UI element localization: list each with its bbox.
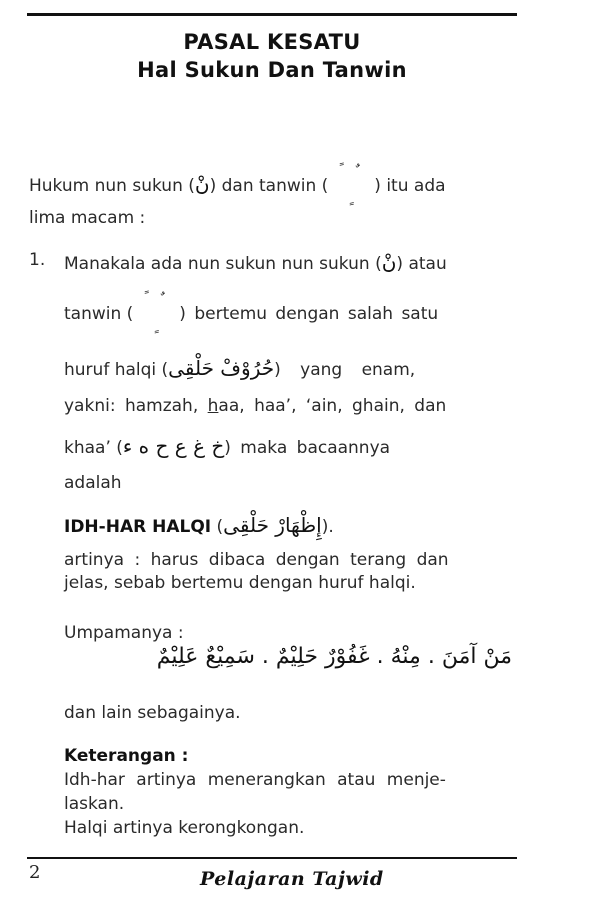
intro-text-c: ) itu ada xyxy=(374,176,446,196)
bottom-rule xyxy=(27,857,517,859)
example-label: Umpamanya : xyxy=(64,623,184,643)
halqi-letters: خ غ ع ح ه ء xyxy=(122,434,225,458)
notes-line-2: laskan. xyxy=(64,794,125,814)
item1-line-3: huruf halqi (حُرُوْفْ حَلْقِى) yang enam, xyxy=(64,356,416,380)
list-number: 1. xyxy=(29,250,46,270)
notes-line-3: Halqi artinya kerongkongan. xyxy=(64,818,305,838)
huruf-halqi-arabic: حُرُوْفْ حَلْقِى xyxy=(168,356,275,380)
notes-line-1: Idh-har artinya menerangkan atau menje- xyxy=(64,770,446,790)
idhar-arabic: إِظْهَارْ حَلْقِى xyxy=(223,513,322,537)
example-after: dan lain sebagainya. xyxy=(64,703,241,723)
notes-heading: Keterangan : xyxy=(64,746,189,766)
item1-line-2: tanwin ( ) bertemu dengan salah satu xyxy=(64,304,439,324)
example-arabic: مَنْ آمَنَ . مِنْهُ . غَفُوْرٌ حَلِيْمٌ . سَمِيْعٌ عَلِيْمٌ xyxy=(156,644,512,669)
intro-line-1 xyxy=(29,172,513,196)
item1-line-4: yakni: hamzah, haa, haa’, ‘ain, ghain, dan xyxy=(64,396,447,416)
book-title: Pelajaran Tajwid xyxy=(200,868,384,890)
tanwin-marks xyxy=(133,304,179,324)
page-number: 2 xyxy=(29,862,41,883)
item1-line-1: Manakala ada nun sukun nun sukun (نْ) atau xyxy=(64,250,447,274)
item1-line-5: khaa’ (خ غ ع ح ه ء) maka bacaannya xyxy=(64,434,391,458)
idhar-meaning-1: artinya : harus dibaca dengan terang dan xyxy=(64,550,449,570)
intro-text-a: Hukum nun sukun ( xyxy=(29,176,195,196)
intro-line-2: lima macam : xyxy=(29,208,146,228)
nun-sukun-glyph: نْ xyxy=(381,250,397,274)
idhar-meaning-2: jelas, sebab bertemu dengan huruf halqi. xyxy=(64,573,416,593)
top-rule xyxy=(27,13,517,16)
nun-sukun-glyph: نْ xyxy=(194,172,210,196)
tanwin-marks xyxy=(328,176,374,196)
chapter-title: PASAL KESATU xyxy=(183,30,361,54)
idhar-heading: IDH-HAR HALQI (إِظْهَارْ حَلْقِى). xyxy=(64,513,334,537)
intro-text-b: ) dan tanwin ( xyxy=(209,176,329,196)
chapter-subtitle: Hal Sukun Dan Tanwin xyxy=(137,58,407,82)
idhar-label: IDH-HAR HALQI xyxy=(64,517,212,537)
item1-line-6: adalah xyxy=(64,473,122,493)
